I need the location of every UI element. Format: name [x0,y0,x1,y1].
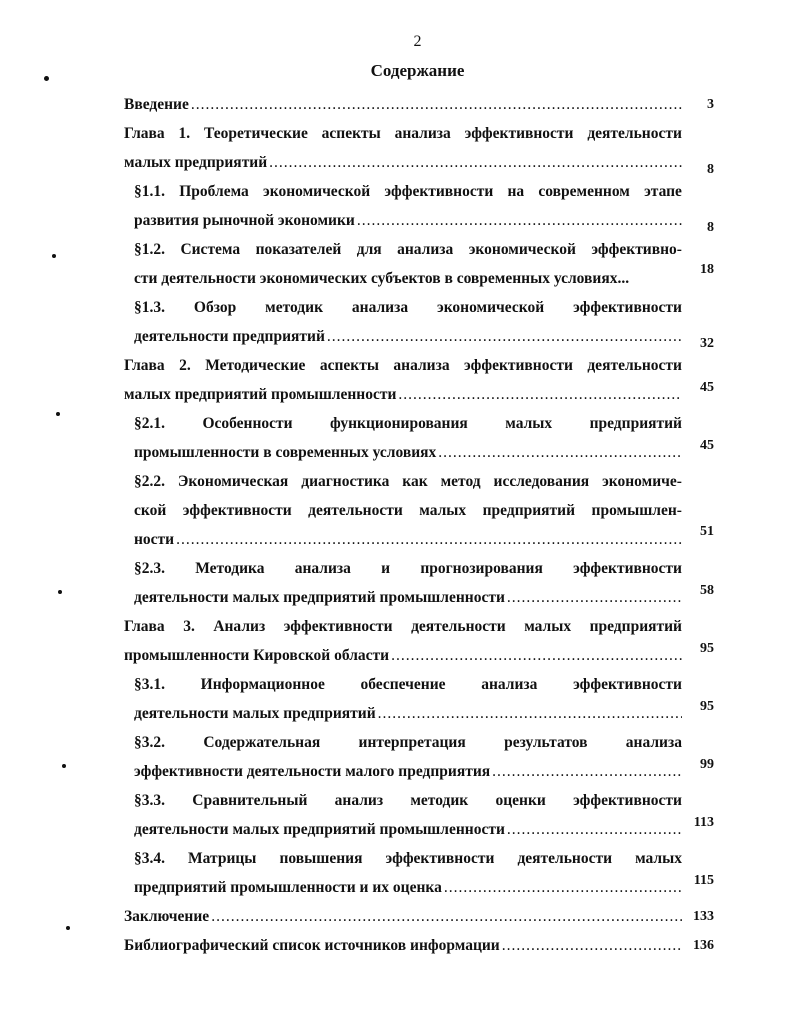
toc-word: современном [538,183,630,200]
toc-word: деятельности [411,618,506,635]
toc-word: диагностика [301,473,390,490]
toc-word: §3.2. [134,734,165,751]
toc-entry-chapter-3[interactable]: Глава 3. Анализ эффективности деятельности малых предприятий промышленности Кировской области ..... 95 [124,612,714,670]
dot-leader [211,902,682,931]
scan-speck [44,76,49,81]
toc-entry-bibliography[interactable]: Библиографический список источников информации ..... 136 [124,931,714,960]
toc-word: Матрицы [188,850,257,867]
toc-word: эффективности [573,792,682,809]
toc-word: эффективности [385,850,495,867]
toc-word: экономической [468,241,576,258]
toc-word: Глава [124,357,165,374]
page-ref: 58 [700,583,714,598]
toc-word: ской [134,502,167,519]
toc-word: анализа [351,299,409,316]
toc-entry-chapter-2[interactable]: Глава 2. Методические аспекты анализа эффективности деятельности малых предприятий промышленности ..... 45 [124,351,714,409]
toc-line [134,844,682,873]
page-ref: 8 [707,162,714,177]
toc-word: эффективно- [591,241,682,258]
toc-word: §3.3. [134,792,165,809]
toc-entry-section-2-3[interactable]: §2.3. Методика анализа и прогнозирования эффективности деятельности малых предприятий промышленности ..... 58 [124,554,714,612]
toc-word: для [356,241,382,258]
toc-line [134,670,682,699]
toc-line [134,554,682,583]
toc-word: интерпретация [358,734,466,751]
scan-speck [56,412,60,416]
dot-leader [327,322,682,351]
toc-entry-section-3-4[interactable]: §3.4. Матрицы повышения эффективности деятельности малых предприятий промышленности и их оценка ..... 115 [124,844,714,902]
toc-word: малых [419,502,467,519]
dot-leader [391,641,682,670]
toc-word: методик [410,792,469,809]
page-ref: 136 [693,938,714,953]
toc-word: Обзор [193,299,237,316]
toc-word: Теоретические [203,125,308,142]
toc-entry-section-3-2[interactable]: §3.2. Содержательная интерпретация результатов анализа эффективности деятельности малого предприятия ..... 99 [124,728,714,786]
toc-word: и [381,560,391,577]
toc-word: §2.3. [134,560,165,577]
dot-leader [507,815,682,844]
toc-word: Информационное [200,676,325,693]
page-ref: 3 [707,97,714,112]
toc-line [124,119,682,148]
toc-word: §1.3. [134,299,165,316]
toc-word: эффективности [464,357,573,374]
toc-word: §2.1. [134,415,165,432]
toc-word: Особенности [202,415,293,432]
toc-word: прогнозирования [420,560,543,577]
toc-word: методик [265,299,323,316]
toc-word: промышлен- [591,502,682,519]
scan-speck [52,254,56,258]
toc-entry-section-1-3[interactable]: §1.3. Обзор методик анализа экономической эффективности деятельности предприятий ..... 32 [124,293,714,351]
toc-word: оценки [495,792,546,809]
toc-word: §1.2. [134,241,165,258]
page-number: 2 [413,33,422,50]
toc-word: малых [635,850,682,867]
toc-word: Глава [124,618,165,635]
page-ref: 8 [707,220,714,235]
page-ref: 45 [700,438,714,453]
toc-line [124,612,682,641]
toc-word: 2. [179,357,191,374]
toc-word: этапе [644,183,682,200]
dot-leader [502,931,682,960]
toc-word: повышения [279,850,363,867]
toc-entry-section-3-3[interactable]: §3.3. Сравнительный анализ методик оценки эффективности деятельности малых предприятий промышленности ..... 113 [124,786,714,844]
page-ref: 133 [693,909,714,924]
toc-entry-conclusion[interactable]: Заключение ..... 133 [124,902,714,931]
toc-word: экономической [263,183,371,200]
toc-word: §3.4. [134,850,165,867]
table-of-contents [124,90,714,960]
toc-word: Содержательная [203,734,321,751]
page-ref: 32 [700,336,714,351]
toc-entry-section-2-2[interactable]: §2.2. Экономическая диагностика как метод исследования экономиче- ской эффективности деятельности малых предприятий промышлен- ности ..... 51 [124,467,714,554]
toc-word: деятельности [587,125,682,142]
toc-word: Система [180,241,241,258]
toc-line [124,351,682,380]
page-ref: 95 [700,699,714,714]
toc-word: экономической [437,299,545,316]
toc-word: §2.2. [134,473,165,490]
toc-word: экономиче- [602,473,682,490]
toc-word: деятельности [517,850,613,867]
toc-word: §3.1. [134,676,165,693]
toc-word: эффективности [573,299,682,316]
dot-leader [191,90,682,119]
toc-word: малых [505,415,553,432]
toc-word: показателей [255,241,342,258]
page-ref: 45 [700,380,714,395]
toc-word: анализа [625,734,682,751]
toc-word: §1.1. [134,183,165,200]
toc-word: деятельности [308,502,403,519]
toc-word: предприятий [589,618,682,635]
toc-line [134,177,682,206]
page-ref: 115 [693,873,714,888]
toc-word: анализа [393,357,450,374]
toc-line [134,409,682,438]
page-ref: 18 [700,262,714,277]
toc-word: анализ [334,792,384,809]
dot-leader [269,148,682,177]
toc-word: исследования [493,473,590,490]
toc-word: Методические [205,357,306,374]
toc-word: 1. [178,125,191,142]
toc-word: функционирования [330,415,468,432]
toc-word: результатов [504,734,588,751]
toc-word: Проблема [179,183,249,200]
dot-leader [438,438,682,467]
toc-line [134,728,682,757]
page-ref: 95 [700,641,714,656]
toc-word: предприятий [482,502,576,519]
dot-leader [378,699,682,728]
dot-leader [398,380,682,409]
toc-line [134,293,682,322]
toc-entry-section-2-1[interactable]: §2.1. Особенности функционирования малых предприятий промышленности в современных условиях ..... 45 [124,409,714,467]
page-title: Содержание [370,61,465,80]
dot-leader [444,873,682,902]
toc-word: анализа [481,676,538,693]
toc-line [134,786,682,815]
toc-word: 3. [183,618,195,635]
scan-speck [58,590,62,594]
toc-word: Анализ [213,618,266,635]
toc-word: аспекты [321,125,381,142]
toc-word: анализа [397,241,454,258]
toc-word: эффективности [283,618,393,635]
toc-line [134,235,682,264]
toc-word: эффективности [464,125,574,142]
toc-entry-intro[interactable]: Введение ..... 3 [124,90,714,119]
toc-word: анализа [294,560,351,577]
toc-line [134,467,682,496]
toc-word: Сравнительный [192,792,308,809]
scan-speck [62,764,66,768]
toc-word: эффективности [573,676,682,693]
toc-word: как [402,473,428,490]
toc-word: обеспечение [360,676,446,693]
toc-line [134,496,682,525]
toc-word: эффективности [384,183,494,200]
page-ref: 113 [693,815,714,830]
toc-word: деятельности [587,357,682,374]
page-ref: 99 [700,757,714,772]
toc-entry-section-1-1[interactable]: §1.1. Проблема экономической эффективности на современном этапе развития рыночной экономики ..... 8 [124,177,714,235]
dot-leader [176,525,682,554]
toc-word: метод [440,473,481,490]
scan-speck [66,926,70,930]
toc-entry-section-3-1[interactable]: §3.1. Информационное обеспечение анализа эффективности деятельности малых предприятий ..... 95 [124,670,714,728]
toc-word: малых [524,618,572,635]
toc-word: Экономическая [177,473,289,490]
toc-word: аспекты [319,357,379,374]
toc-word: Методика [195,560,265,577]
toc-word: эффективности [573,560,682,577]
dot-leader [492,757,682,786]
toc-word: анализа [394,125,451,142]
toc-word: эффективности [182,502,292,519]
toc-entry-chapter-1[interactable]: Глава 1. Теоретические аспекты анализа эффективности деятельности малых предприятий ..... 8 [124,119,714,177]
toc-word: предприятий [589,415,682,432]
dot-leader [357,206,682,235]
dot-leader [507,583,682,612]
page-ref: 51 [700,524,714,539]
toc-word: на [507,183,525,200]
toc-entry-section-1-2[interactable]: §1.2. Система показателей для анализа экономической эффективно- сти деятельности экономических субъектов в современных условиях... 18 [124,235,714,293]
toc-word: Глава [124,125,165,142]
